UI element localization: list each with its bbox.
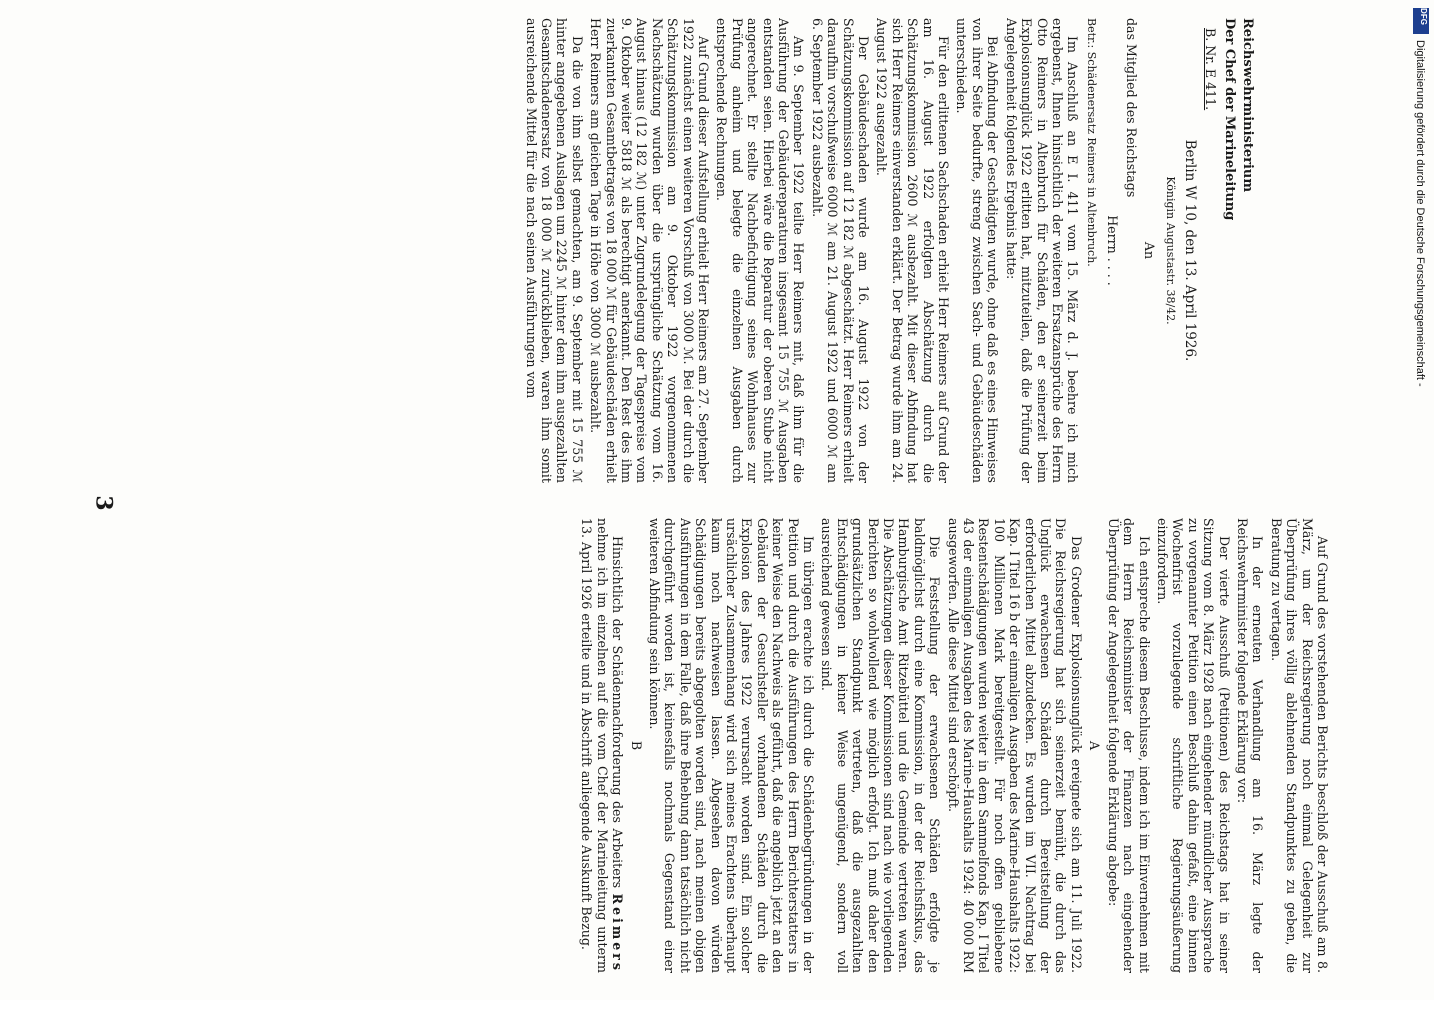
letterhead-chief: Der Chef der Marineleitung	[1221, 18, 1237, 221]
right-column-content	[520, 18, 1255, 483]
paragraph: Für den erlittenen Sachschaden erhielt Herr Reimers auf Grund der am 16. August 1922 erfolgten Abschätzung durch die Schätzungskommission 2600 ℳ ausbezahlt. Mit dieser Abfindung hat sich Herr Reimers einverstanden erklärt. Der Betrag wurde ihm am 24. August 1922 ausgezahlt.	[874, 18, 952, 483]
address-line: Königin Augustastr. 38/42.	[1164, 176, 1178, 325]
name-emphasis: Reimers	[610, 893, 626, 973]
paragraph: In der erneuten Verhandlung am 16. März legte der Reichswehrminister folgende Erklärung vor:	[1234, 518, 1266, 973]
digitization-credit-text: Digitalisierung gefördert durch die Deutsche Forschungsgemeinschaft -	[1414, 40, 1426, 387]
paragraph-text: Hinsichtlich der Schädennachforderung des Arbeiters	[610, 536, 626, 889]
subject-line: Betr.: Schädenersatz Reimers in Altenbruch.	[1084, 18, 1098, 267]
section-heading-a: A	[1087, 740, 1103, 751]
paragraph: Die Feststellung der erwachsenen Schäden erfolgte je baldmöglichst durch eine Kommission, in der der Reichsfiskus, das Hamburgische Amt Ritzebüttel und die Gemeinde vertreten waren. Die Abschätzungen dieser Kommissionen sind nach wie vorliegenden Berichten so wohlwollend wie möglich erfolgt. Ich muß daher den grundsätzlichen Standpunkt vertreten, daß die ausgezahlten Entschädigungen in keiner Weise ungenügend, sondern voll ausreichend gewesen sind.	[819, 518, 943, 973]
paragraph: Bei Abfindung der Geschädigten wurde, ohne daß es eines Hinweises von ihrer Seite bedurfte, streng zwischen Sach- und Gebäudeschäden unterschieden.	[954, 18, 1001, 483]
recipient: das Mitglied des Reichstags	[1123, 18, 1139, 198]
recipient-prefix: An	[1141, 241, 1157, 260]
paragraph: Der vierte Ausschuß (Petitionen) des Reichstags hat in seiner Sitzung vom 8. März 1928 nach eingehender mündlicher Aussprache zu vorgenannter Petition einen Beschluß dahin gefaßt, eine binnen Wochenfrist vorzulegende schriftliche Regierungsäußerung einzufordern.	[1154, 518, 1232, 973]
date-line: Berlin W 10, den 13. April 1926.	[1181, 139, 1198, 362]
reference-number: B. Nr. E 411.	[1203, 28, 1219, 111]
paragraph	[579, 518, 625, 973]
left-column-content	[576, 518, 1330, 973]
paragraph: Im übrigen erachte ich durch die Schädenbegründungen in der Petition und durch die Ausführungen des Herrn Berichterstatters in keiner Weise den Nachweis als geführt, daß die angeblich jetzt an den Gebäuden der Gesuchsteller vorhandenen Schäden durch die Explosion des Jahres 1922 verursacht worden sind. Ein solcher ursächlicher Zusammenhang wird sich meines Erachtens überhaupt kaum noch nachweisen lassen. Abgesehen davon würden Schädigungen bereits abgegolten worden sind, nach meinen obigen Ausführungen in dem Falle, daß ihre Behebung dann tatsächlich nicht durchgeführt worden ist, keinesfalls nochmals Gegenstand einer weiteren Abfindung sein können.	[646, 518, 816, 973]
paragraph: Auf Grund des vorstehenden Berichts beschloß der Ausschuß am 8. März, um der Reichsregierung noch einmal Gelegenheit zur Überprüfung ihres völlig ablehnenden Standpunktes zu geben, die Beratung zu vertagen.	[1268, 518, 1330, 973]
recipient-name: Herrn . . . .	[1105, 215, 1121, 286]
paragraph: Am 9. September 1922 teilte Herr Reimers mit, daß ihm für die Ausführung der Gebäudereparaturen insgesamt 15 755 ℳ Ausgaben entstanden seien. Hierbei wäre die Reparatur der oberen Stube nicht angerechnet. Er stellte Nachbefichtigung seines Wohnhauses zur Prüfung anheim und belegte die einzelnen Ausgaben durch entsprechende Rechnungen.	[714, 18, 807, 483]
paragraph: Auf Grund dieser Aufstellung erhielt Herr Reimers am 27. September 1922 zunächst einen weiteren Vorschuß von 3000 ℳ. Bei der durch die Schätzungskommission am 9. Oktober 1922 vorgenommenen Nachschätzung wurden über die ursprüngliche Schätzung vom 16. August hinaus (12 182 ℳ) unter Zugrundelegung der Tagespreise vom 9. Oktober weiter 5818 ℳ als berechtigt anerkannt. Den Rest des ihm zuerkannten Gesamtbetrages von 18 000 ℳ für Gebäudeschäden erhielt Herr Reimers am gleichen Tage in Höhe von 3000 ℳ ausbezahlt.	[588, 18, 711, 483]
paragraph: Das Grodener Explosionsunglück ereignete sich am 11. Juli 1922. Die Reichsregierung hat sich seinerzeit bemüht, die durch das Unglück erwachsenen Schäden durch Bereitstellung der erforderlichen Mittel abzudecken. Es wurden im VII. Nachtrag bei Kap. I Titel 16 b der einmaligen Ausgaben des Marine-Haushalts 1922: 100 Millionen Mark bereitgestellt. Für noch offen gebliebene Restentschädigungen wurden weiter in dem Sammelfonds Kap. I Titel 43 der einmaligen Ausgaben des Marine-Haushalts 1924: 40 000 RM ausgeworfen. Alle diese Mittel sind erschöpft.	[945, 518, 1084, 973]
paragraph-text: nehme ich im einzelnen auf die vom Chef der Marineleitung unterm 13. April 1926 erteilte und in Abschrift anliegende Auskunft Bezug.	[579, 518, 610, 973]
left-column-wrapper	[140, 518, 1330, 978]
paragraph: Der Gebäudeschaden wurde am 16. August 1922 von der Schätzungskommission auf 12 182 ℳ abgeschätzt. Herr Reimers erhielt daraufhin vorschußweise 6000 ℳ am 21. August 1922 und 6000 ℳ am 6. September 1922 ausbezahlt.	[809, 18, 872, 483]
paragraph: Da die von ihm selbst gemachten, am 9. September mit 15 755 ℳ hinter angegebenen Auslagen um 2245 ℳ hinter dem ihm ausgezahlten Gesamtschadenersatz von 18 000 ℳ zurückblieben, waren ihm somit ausreichende Mittel für die nach seinen Ausführungen vom	[523, 18, 585, 483]
paragraph: Im Anschluß an E I. 411 vom 15. März d. J. beehre ich mich ergebenst, Ihnen hinsichtlich der weiteren Ersatzansprüche des Herrn Otto Reimers in Altenbruch für Schäden, den er seinerzeit beim Explosionsunglück 1922 erlitten hat, mitzuteilen, daß die Prüfung der Angelegenheit folgendes Ergebnis hatte:	[1003, 18, 1081, 483]
digitization-credit	[1412, 40, 1430, 1024]
dfg-logo: DFG	[1413, 8, 1429, 34]
section-heading-b: B	[628, 740, 644, 751]
paragraph: Ich entspreche diesem Beschlusse, indem ich im Einvernehmen mit dem Herrn Reichsminister der Finanzen nach eingehender Überprüfung der Angelegenheit folgende Erklärung abgebe:	[1105, 518, 1152, 973]
page-number: 3	[90, 495, 117, 511]
letterhead-ministry: Reichswehrministerium	[1240, 18, 1255, 193]
right-column-wrapper	[140, 18, 1255, 488]
